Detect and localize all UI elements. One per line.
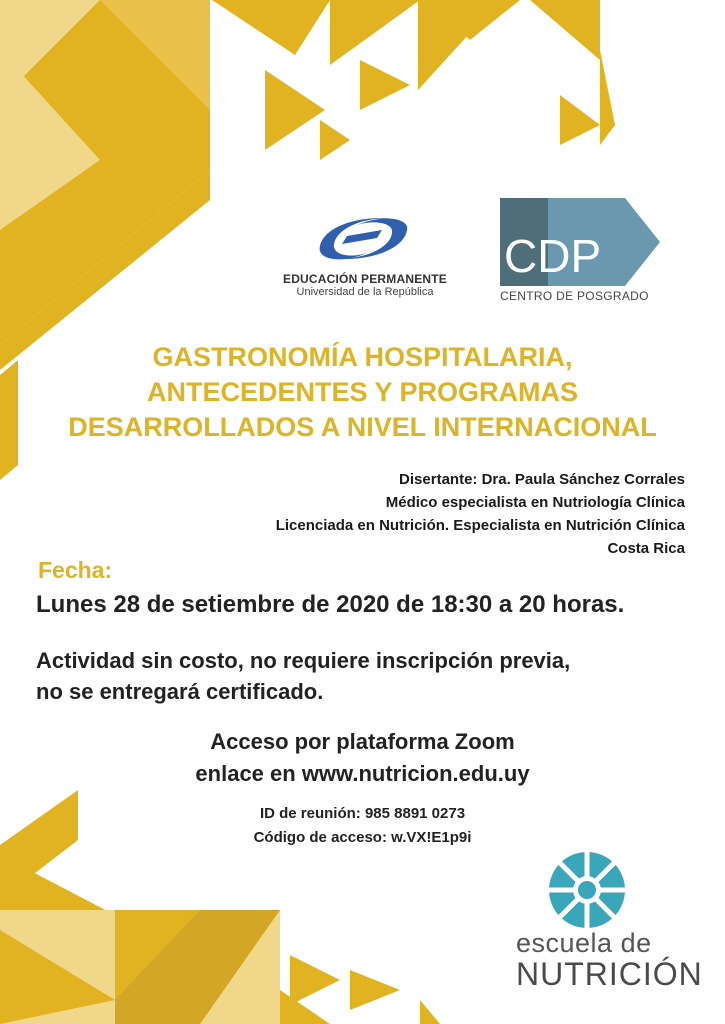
triangle-mid-left <box>265 70 325 150</box>
speaker-line-3: Licenciada en Nutrición. Especialista en Nutrición Clínica <box>275 517 685 534</box>
escuela-logo-line-2: NUTRICIÓN <box>516 956 703 992</box>
escuela-emblem-icon <box>547 850 627 930</box>
triangle-mid-center <box>360 60 410 110</box>
meeting-id: ID de reunión: 985 8891 0273 <box>259 805 466 822</box>
speaker-info <box>276 468 685 560</box>
cdp-letters: CDP <box>504 230 602 282</box>
event-date: Lunes 28 de setiembre de 2020 de 18:30 a 20 horas. <box>36 591 625 618</box>
triangle-right-thin <box>600 50 615 145</box>
activity-line-1: Actividad sin costo, no requiere inscripción previa, <box>36 648 571 673</box>
speaker-line-4: Costa Rica <box>607 540 685 557</box>
access-line-1: Acceso por plataforma Zoom <box>210 729 515 754</box>
ep-logo-sub-text: Universidad de la República <box>296 286 434 298</box>
title-line-1: GASTRONOMÍA HOSPITALARIA, <box>152 342 573 372</box>
cdp-logo-sub-text: CENTRO DE POSGRADO <box>500 289 649 303</box>
triangle-bottom-center-2 <box>290 955 340 1005</box>
educacion-permanente-logo <box>280 272 450 298</box>
ep-logo-main-text: EDUCACIÓN PERMANENTE <box>282 272 447 286</box>
triangle-right-small <box>560 95 600 145</box>
triangle-top-center-2 <box>330 0 420 65</box>
activity-note <box>36 645 570 707</box>
meeting-code: Código de acceso: w.VX!E1p9i <box>253 829 472 846</box>
triangle-bottom-center-3 <box>350 970 400 1010</box>
triangle-bottom-small <box>420 1000 440 1024</box>
access-info <box>0 726 725 790</box>
title-line-3: DESARROLLADOS A NIVEL INTERNACIONAL <box>68 412 657 442</box>
swoosh-logo-icon <box>312 208 412 268</box>
speaker-line-2: Médico especialista en Nutriología Clínica <box>385 494 685 511</box>
meeting-info <box>0 802 725 850</box>
cdp-logo-icon <box>500 198 660 286</box>
activity-line-2: no se entregará certificado. <box>36 679 324 704</box>
title-line-2: ANTECEDENTES Y PROGRAMAS <box>146 377 579 407</box>
event-title <box>0 340 725 445</box>
triangle-top-center <box>212 0 330 55</box>
triangle-top-right-2 <box>530 0 600 60</box>
fecha-label: Fecha: <box>38 557 113 583</box>
escuela-logo-line-1: escuela de <box>516 928 652 958</box>
speaker-line-1: Disertante: Dra. Paula Sánchez Corrales <box>399 471 685 488</box>
access-line-2: enlace en www.nutricion.edu.uy <box>195 761 530 786</box>
triangle-small <box>320 120 350 160</box>
